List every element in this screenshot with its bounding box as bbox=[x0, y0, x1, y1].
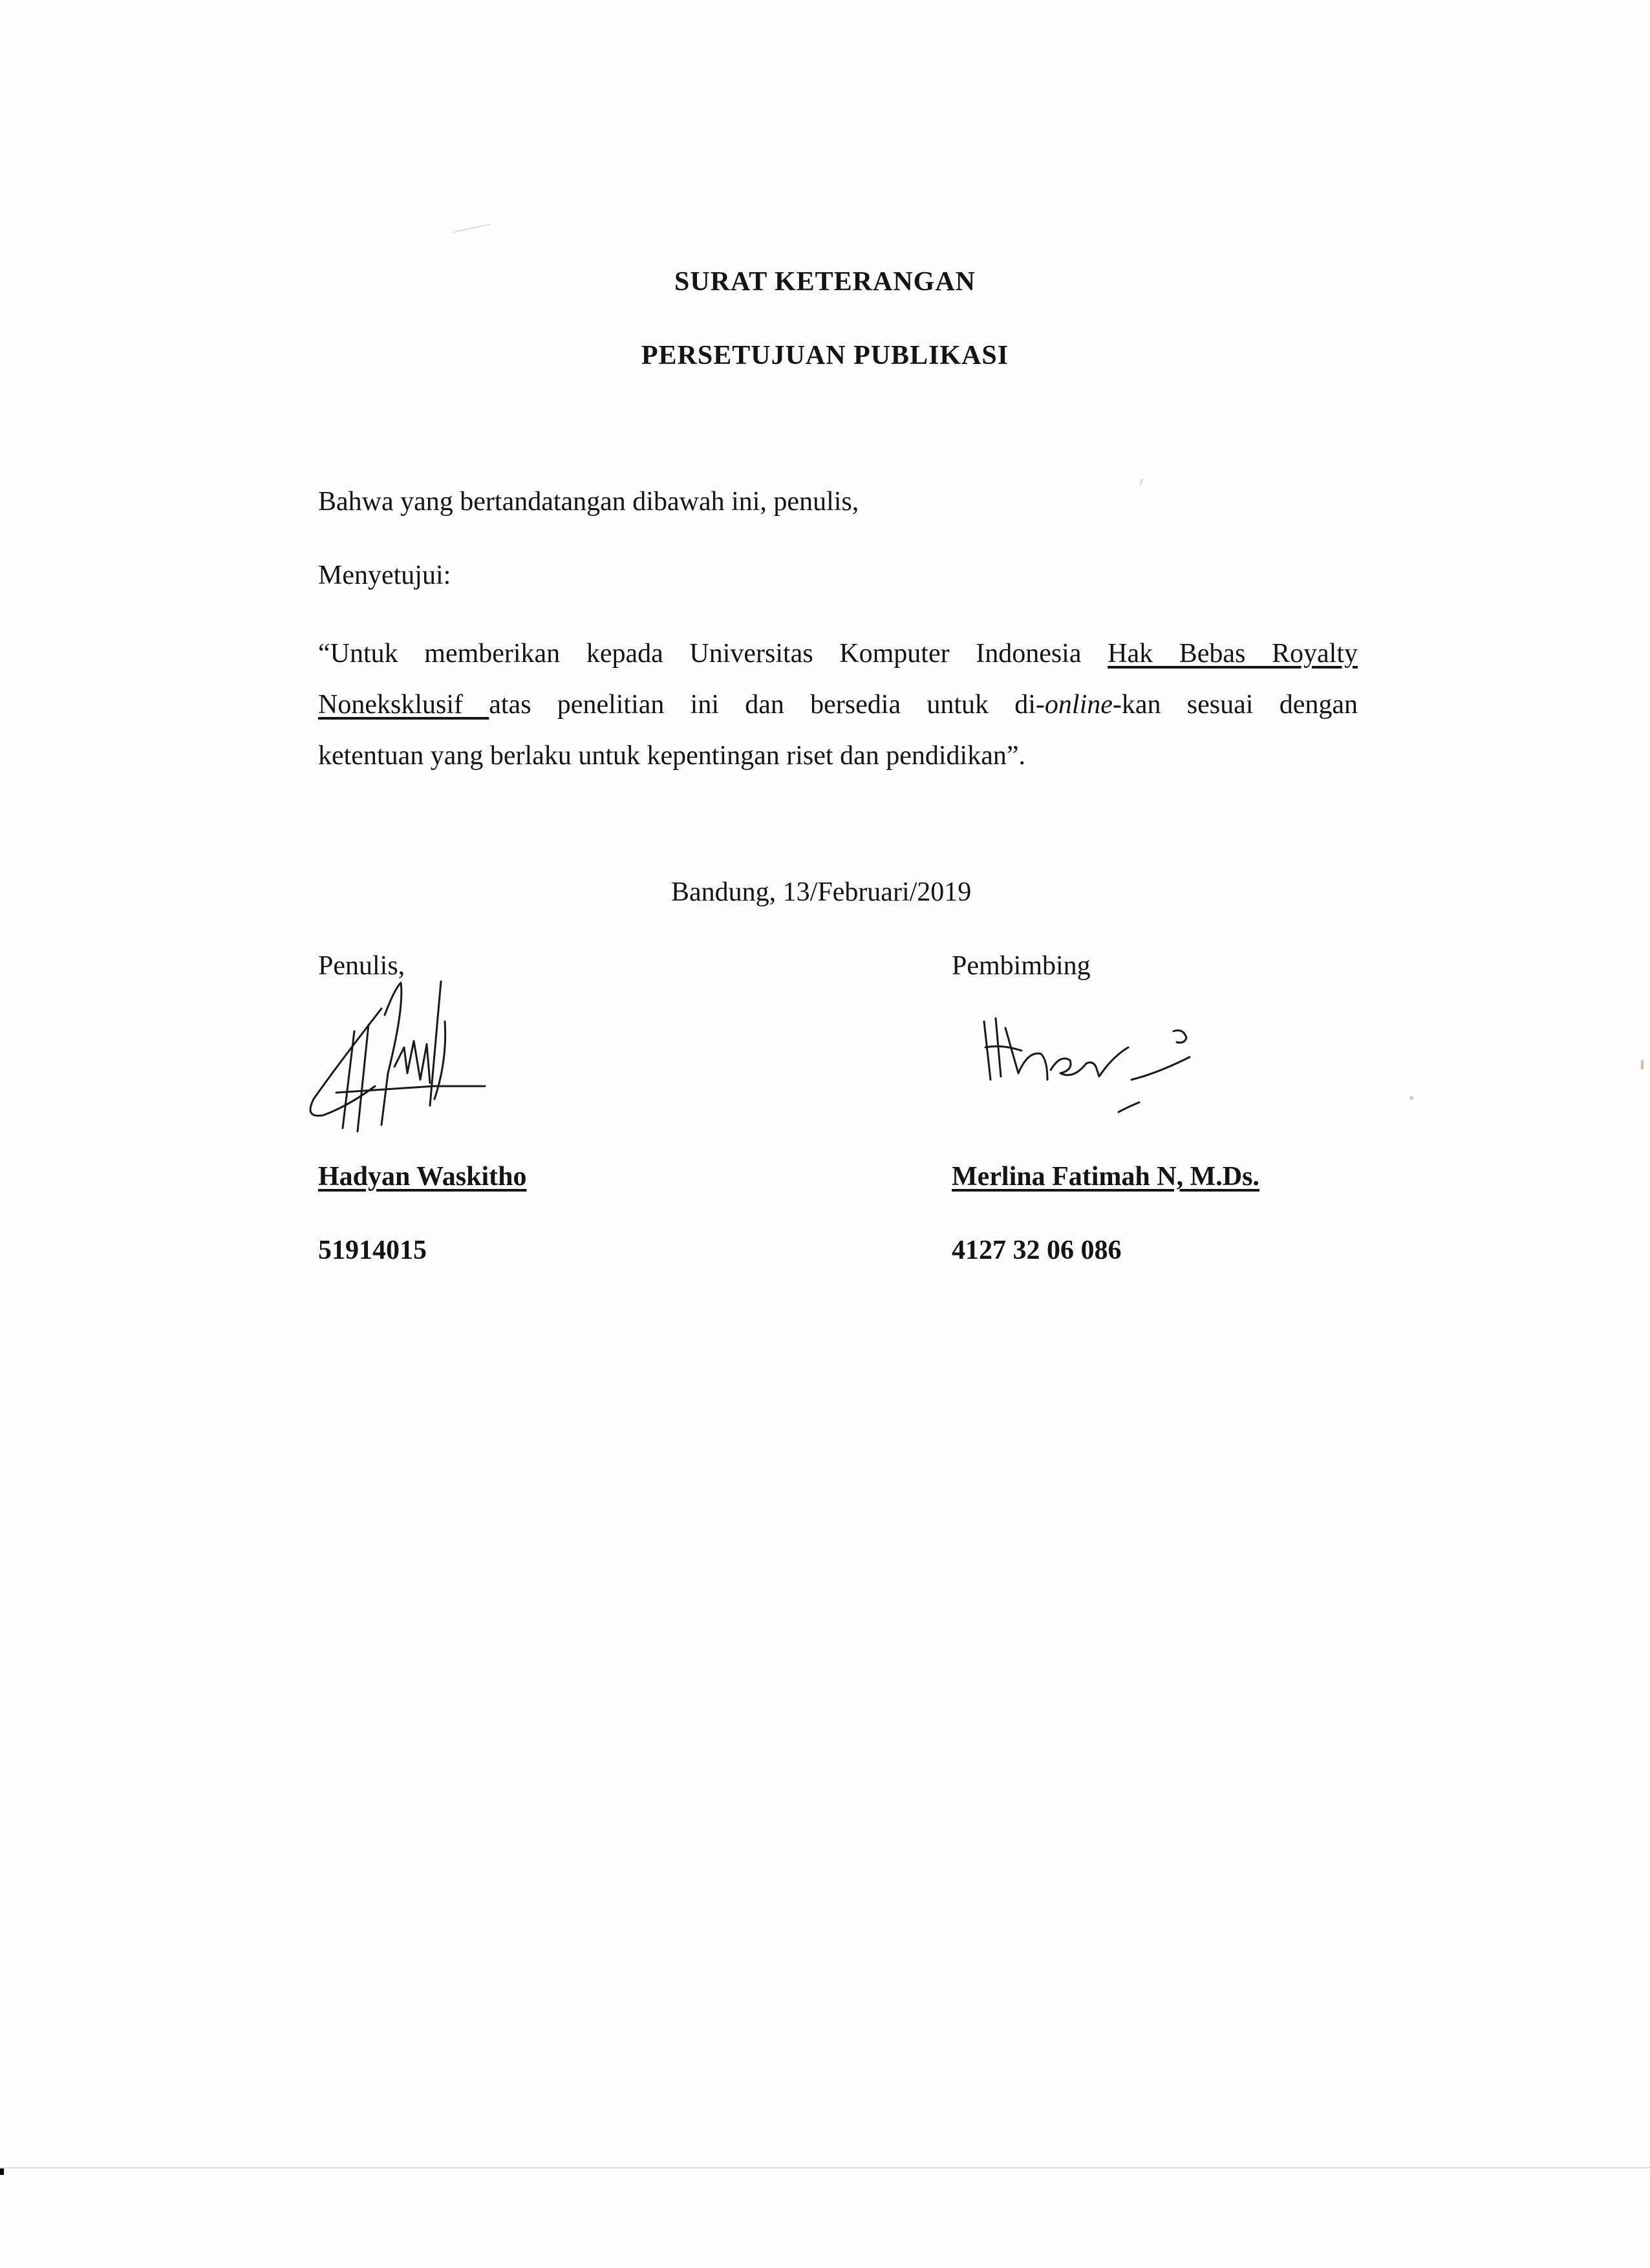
statement-paragraph bbox=[318, 628, 1358, 782]
statement-line-2 bbox=[318, 679, 1358, 731]
scan-corner-mark bbox=[0, 2168, 4, 2175]
statement-line-1 bbox=[318, 628, 1358, 679]
supervisor-name: Merlina Fatimah N, M.Ds. bbox=[952, 1162, 1259, 1192]
intro-text: Bahwa yang bertandatangan dibawah ini, penulis, bbox=[318, 487, 859, 517]
agree-label: Menyetujui: bbox=[318, 561, 451, 590]
author-role-label: Penulis, bbox=[318, 951, 405, 981]
statement-line-2-suffix: -kan sesuai dengan bbox=[1112, 690, 1358, 720]
statement-line-2-text: atas penelitian ini dan bersedia untuk di- bbox=[489, 690, 1045, 720]
author-signature bbox=[297, 970, 491, 1138]
scan-speck bbox=[1641, 1060, 1644, 1069]
document-subtitle: PERSETUJUAN PUBLIKASI bbox=[641, 341, 1009, 370]
author-id-number: 51914015 bbox=[318, 1236, 427, 1265]
nonexclusive-term: Noneksklusif bbox=[318, 690, 489, 720]
place-date: Bandung, 13/Februari/2019 bbox=[671, 877, 972, 907]
statement-line-3: ketentuan yang berlaku untuk kepentingan riset dan pendidikan”. bbox=[318, 741, 1025, 771]
scan-edge-line bbox=[0, 2167, 1650, 2168]
author-name: Hadyan Waskitho bbox=[318, 1162, 527, 1192]
statement-line-1-text: “Untuk memberikan kepada Universitas Komputer Indonesia bbox=[318, 639, 1108, 669]
scan-speck bbox=[453, 224, 491, 233]
supervisor-role-label: Pembimbing bbox=[952, 951, 1091, 981]
supervisor-id-number: 4127 32 06 086 bbox=[952, 1236, 1122, 1265]
supervisor-signature bbox=[976, 1009, 1248, 1138]
royalty-term: Hak Bebas Royalty bbox=[1108, 639, 1358, 669]
online-term: online bbox=[1044, 690, 1113, 720]
document-title: SURAT KETERANGAN bbox=[674, 267, 976, 297]
scan-speck bbox=[1409, 1096, 1413, 1100]
scan-speck bbox=[1139, 478, 1143, 485]
